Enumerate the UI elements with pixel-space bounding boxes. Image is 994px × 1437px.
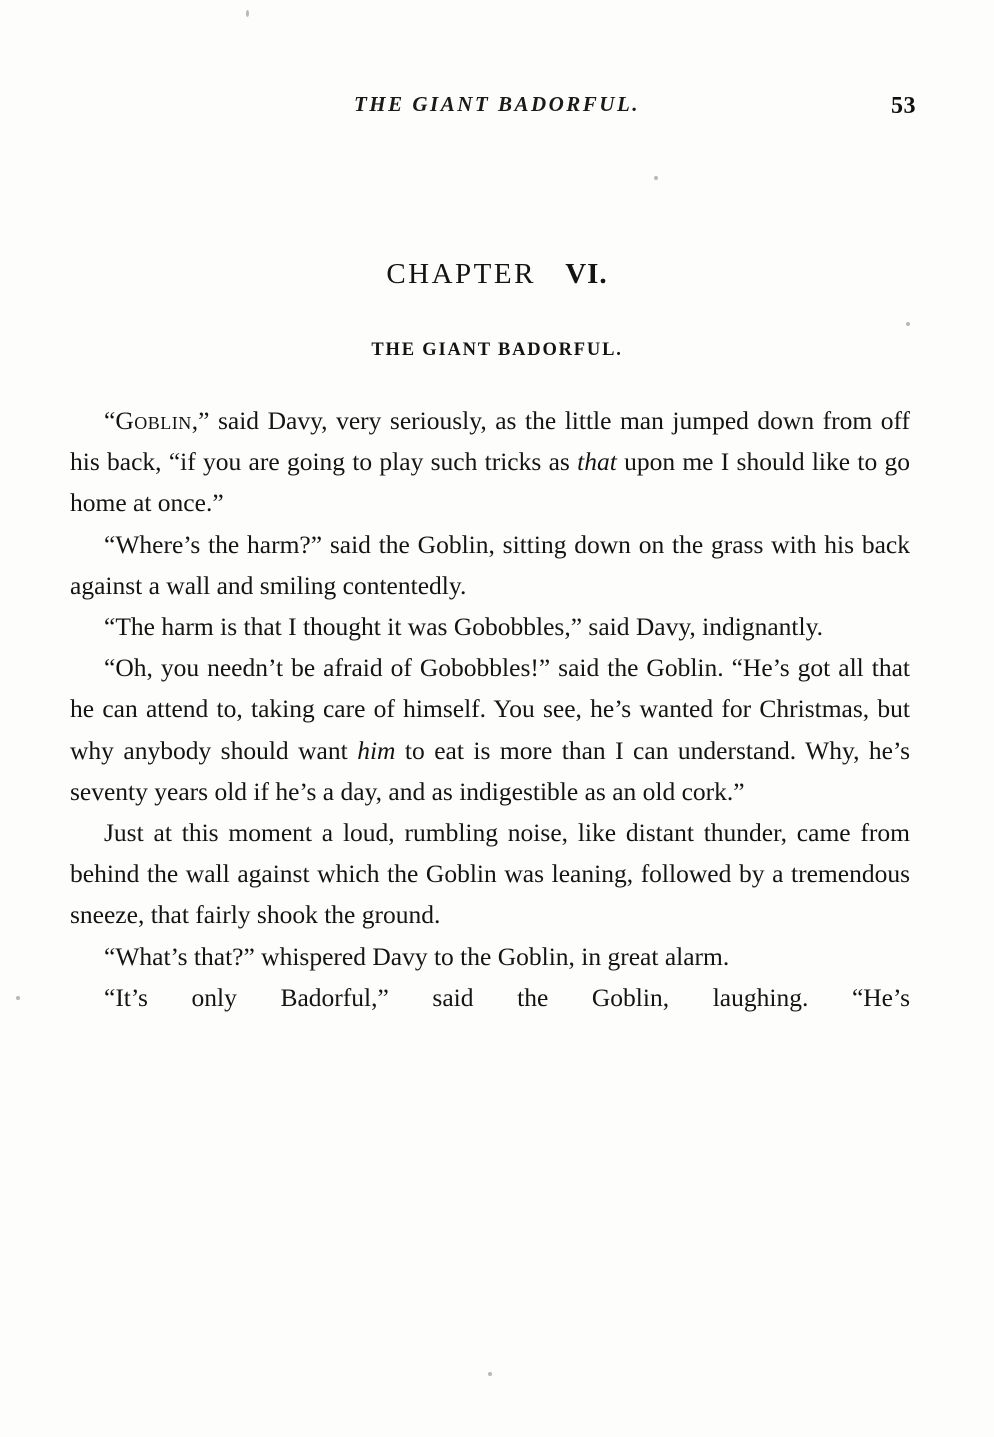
text-run: upon me I should like to go home at once.” (70, 447, 910, 518)
text-run: “It’s only Badorful,” said the Goblin, laughing. “He’s (104, 982, 910, 1012)
running-head-title: THE GIANT BADORFUL. (353, 92, 641, 116)
text-run: to eat is more than I can understand. Why, he’s seventy years old if he’s a day, and as indigestible as an old cork.” (70, 735, 911, 806)
chapter-title: THE GIANT BADORFUL. (371, 340, 623, 360)
text-run: “Where’s the harm?” said the Goblin, sitting down on the grass with his back against a wall and smiling contentedly. (70, 529, 910, 600)
paper-speck (906, 322, 910, 326)
small-caps-text: Goblin (115, 406, 192, 435)
paper-speck (654, 176, 658, 180)
page-number: 53 (891, 93, 916, 119)
emphasis-text: that (577, 447, 617, 477)
paragraph (70, 524, 910, 606)
emphasis-text: him (357, 735, 396, 765)
paragraph (70, 977, 910, 1059)
chapter-label: CHAPTER (386, 258, 536, 290)
text-run: “What’s that?” whispered Davy to the Goblin, in great alarm. (104, 941, 730, 971)
paragraph (70, 606, 910, 647)
paragraph (70, 647, 910, 812)
body-text (70, 400, 910, 1059)
text-run: “Oh, you needn’t be afraid of Gobobbles!” said the Goblin. “He’s got all that he can attend to, taking care of himself. You see, he’s wanted for Christmas, but why anybody should want (70, 653, 910, 765)
paragraph (70, 812, 910, 936)
paragraph (70, 400, 910, 524)
chapter-number: VI. (565, 258, 608, 290)
text-run: “ (104, 406, 116, 435)
paper-speck (488, 1372, 492, 1376)
paragraph (70, 936, 910, 977)
text-run: ,” said Davy, very seriously, as the little man jumped down from off his back, “if you are going to play such tricks as (70, 406, 910, 477)
paper-speck (16, 996, 20, 1000)
running-head (0, 92, 994, 117)
paper-speck (246, 10, 249, 17)
text-run: Just at this moment a loud, rumbling noise, like distant thunder, came from behind the wall against which the Goblin was leaning, followed by a tremendous sneeze, that fairly shook the ground. (70, 818, 910, 930)
chapter-heading (0, 258, 994, 291)
text-run: “The harm is that I thought it was Gobobbles,” said Davy, indignantly. (104, 612, 824, 642)
